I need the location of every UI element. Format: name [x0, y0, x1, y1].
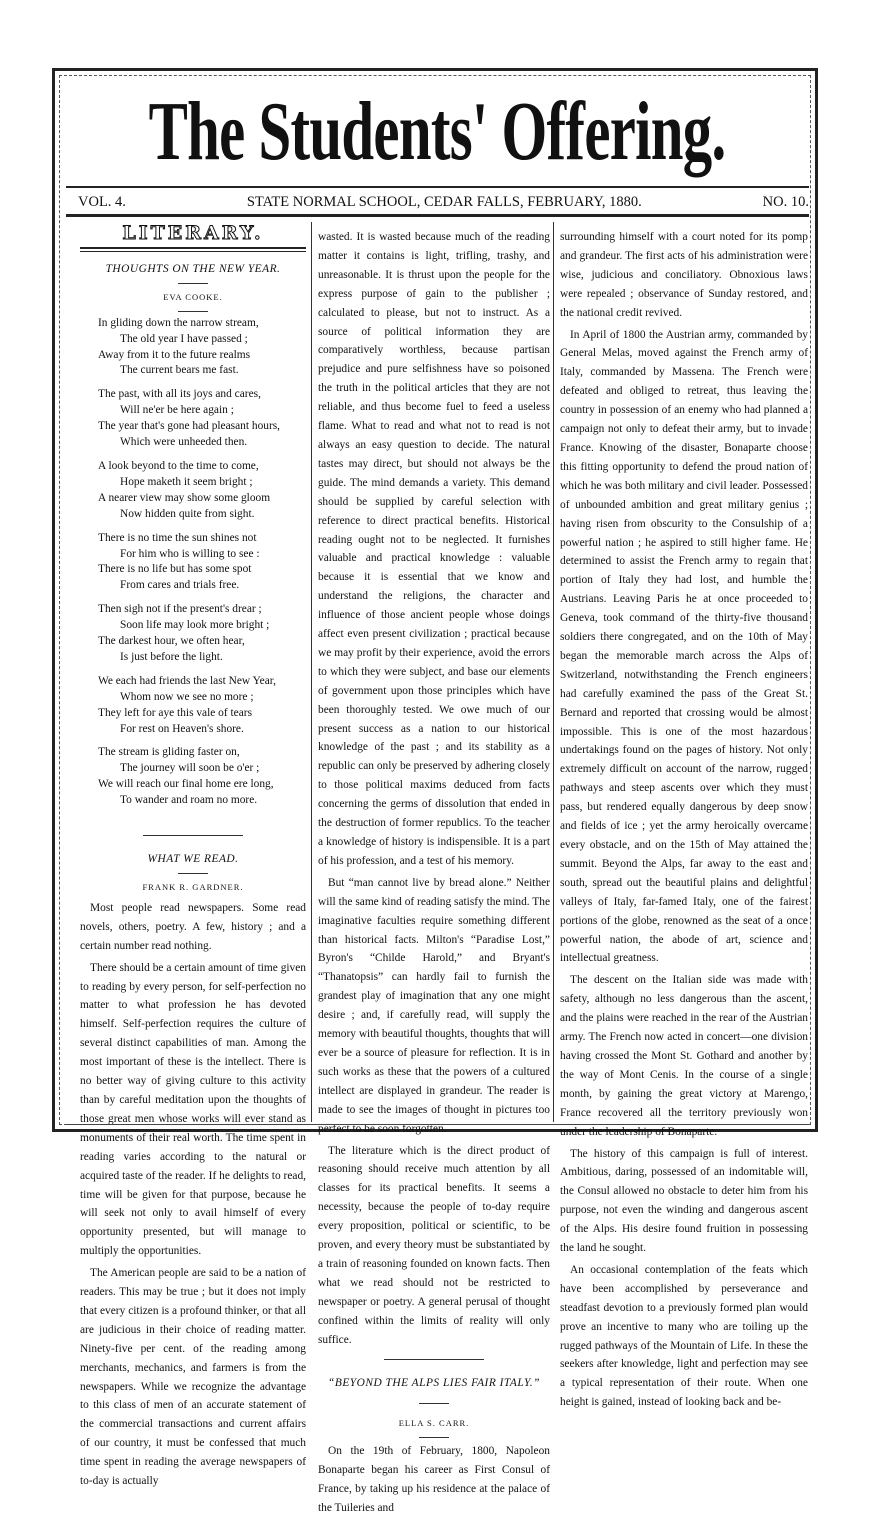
poem-line: For rest on Heaven's shore. — [120, 722, 244, 735]
article-author: FRANK R. GARDNER. — [142, 882, 244, 892]
paragraph: In April of 1800 the Austrian army, commanded by General Melas, moved against the French army of Italy, commanded by Massena. The French were defeated and obliged to retreat, thus leaving the country in possession of an enemy who had planned a campaign not only to defeat their army, but to invade France. Knowing of the disaster, Bonaparte choose this fitting opportunity to defend the proud nation of which he was both military and civil leader. Possessed of unbounded ambition and great military genius ; having risen from obscurity to the Consulship of a powerful nation ; he aspired to still higher fame. He determined to assist the French army to regain that portion of Italy they had lost, and humble the Austrians. Leaving Paris he at once proceeded to Geneva, took command of the thirty-five thousand soldiers there congregated, and on the 10th of May began the memorable march across the Alps of Switzerland, notwithstanding the French engineers had carefully examined the pass of the Great St. Bernard and reported that crossing would be almost impossible. This is one of the most hazardous undertakings found on the pages of history. Not only extremely difficult on account of the narrow, rugged pathways and steep ascents over which they must pass, but rendered equally dangerous by deep snow and fields of ice ; yet the army heroically overcame every obstacle, and on the 15th of May attained the summit. Beyond the Alps, far away to the east and south, spread out the beautiful plains and delightful valleys of Italy, far-famed Italy, one of the fairest portions of the globe, renowned as the seat of a once powerful nation, the abode of art, science and intellectual greatness. — [560, 328, 808, 965]
poem-stanza — [98, 387, 306, 451]
poem-line: Away from it to the future realms — [98, 348, 251, 361]
article-title: “BEYOND THE ALPS LIES FAIR ITALY.” — [328, 1377, 540, 1390]
poem-line: For him who is willing to see : — [120, 547, 260, 560]
bottom-rule — [66, 1124, 809, 1125]
divider — [419, 1437, 449, 1438]
poem-line: The past, with all its joys and cares, — [98, 388, 261, 401]
poem-line: In gliding down the narrow stream, — [98, 316, 259, 329]
paragraph: There should be a certain amount of time given to reading by every person, for self-perfection no matter to what profession he has devoted himself. Self-perfection requires the culture of several distinct capabilities of man. Among the most important of these is the intellect. There is no better way of giving culture to this activity than by careful meditation upon the thoughts of those great men whose works will ever stand as monuments of their real worth. The time spent in reading varies according to the natural or acquired taste of the reader. If he delights to read, time will be given for that purpose, because he will seek not only to avail himself of every opportunity presented, but will manage to multiply the opportunities. — [80, 961, 306, 1258]
poem-line: We each had friends the last New Year, — [98, 674, 276, 687]
divider — [419, 1403, 449, 1404]
poem-stanza — [98, 674, 306, 738]
paragraph: The American people are said to be a nation of readers. This may be true ; but it does not imply that every citizen is a profound thinker, or that all are judicious in their choice of reading matter. Ninety-five per cent. of the reading among merchants, mechanics, and farmers is from the newspapers. While we recognize the advantage to this class of men of an accurate statement of the commercial transactions and current affairs of our country, it must be confessed that much time spent in reading the average newspapers of to-day is actually — [80, 1267, 306, 1488]
poem-line: Now hidden quite from sight. — [120, 507, 255, 520]
paragraph: The descent on the Italian side was made with safety, although no less dangerous than the ascent, and the plains were reached in the rear of the Austrian army. The French now acted in concert—one division having crossed the Mont St. Gothard and another by the way of Mont Cenis. In the course of a single month, by gaining the great victory at Marengo, France recovered all the territory previously won under the leadership of Bonaparte. — [560, 974, 808, 1138]
poem-line: Then sigh not if the present's drear ; — [98, 603, 262, 616]
poem-line: The year that's gone had pleasant hours, — [98, 420, 281, 433]
divider — [384, 1359, 484, 1360]
poem-line: Hope maketh it seem bright ; — [120, 475, 253, 488]
poem-line: The stream is gliding faster on, — [98, 746, 240, 759]
poem-line: From cares and trials free. — [120, 579, 240, 592]
section-rule — [80, 247, 306, 252]
poem-line: The journey will soon be o'er ; — [120, 762, 260, 775]
poem-stanza — [98, 602, 306, 666]
dateline-rule — [66, 214, 809, 217]
poem-author: EVA COOKE. — [163, 291, 223, 302]
poem-line: They left for aye this vale of tears — [98, 706, 253, 719]
poem-line: To wander and roam no more. — [120, 794, 258, 807]
column-1 — [80, 222, 306, 1494]
divider — [143, 835, 243, 836]
poem-line: The current bears me fast. — [120, 364, 239, 377]
paragraph: The history of this campaign is full of interest. Ambitious, daring, possessed of an indomitable will, the Consul allowed no obstacle to deter him from his purpose, not even the winding and dangerous ascent of the Alps. His desire found fruition in possessing the land he sought. — [560, 1147, 808, 1255]
paragraph: But “man cannot live by bread alone.” Neither will the same kind of reading satisfy the mind. The imaginative faculties require something different than historical facts. Milton's “Paradise Lost,” Byron's “Childe Harold,” and Bryant's “Thanatopsis” can hardly fail to furnish the grandest play of imagination that any one might desire ; and, if carefully read, will supply the memory with beautiful thoughts, thoughts that will ever be a source of pleasure for reflection. It is in such works as these that the powers of a cultured intellect are displayed in grandeur. The reader is made to see the images of thought in pictures too perfect to be soon forgotten. — [318, 876, 550, 1135]
poem-line: Soon life may look more bright ; — [120, 619, 270, 632]
column-divider — [553, 222, 554, 1122]
poem-stanza — [98, 531, 306, 595]
paragraph: An occasional contemplation of the feats which have been accomplished by perseverance and steadfast devotion to a previously formed plan would prove an incentive to many who are toiling up the rugged pathways of the Mountain of Life. In these the seekers after knowledge, light and perfection may see a typical representation of their route. When one height is gained, instead of looking back and be- — [560, 1263, 808, 1409]
poem-title: THOUGHTS ON THE NEW YEAR. — [105, 262, 281, 275]
article-body-continued — [318, 228, 550, 1349]
section-heading: LITERARY. — [122, 222, 264, 244]
masthead-rule — [66, 186, 809, 188]
article-body-continued — [560, 228, 808, 1412]
article-body — [80, 899, 306, 1491]
column-2 — [318, 228, 550, 1521]
paragraph: Most people read newspapers. Some read novels, others, poetry. A few, history ; and a certain number read nothing. — [80, 901, 306, 952]
paragraph: wasted. It is wasted because much of the reading matter it contains is light, trifling, trashy, and unreasonable. It is thrust upon the people for the express purpose of gain to the publisher ; calculated to please, but not to instruct. As a source of political information they are comparatively worthless, because partisan prejudice and pure selfishness have so poisoned the truth in the political articles that they are not reliable, and thus become fuel to feed a useless flame. What to read and what not to read is not always an easy question to decide. The natural tastes may direct, but should not always be the guide. The mind demands a variety. This demand should be supplied by careful selection with reference to direct practical benefits. Historical reading ought not to be neglected. It furnishes valuable and practical knowledge : valuable because it is essential that we know and understand the religions, the character and influence of those ancient people whose doings affect even present civilization ; practical because we may profit by their experience, avoid the errors to which they were subject, and base our elements of government upon those principles which have been thoroughly tested. We owe much of our present success as a nation to our historical knowledge of the past ; and its stability as a republic can only be preserved by adhering closely to those political maxims deduced from facts concerning the germs of dissolution that ended in the destruction of former republics. To the teacher a knowledge of history is indispensible. It is a part of his profession, and a test of his memory. — [318, 231, 550, 867]
article-body — [318, 1442, 550, 1518]
newspaper-title: The Students' Offering. — [149, 85, 726, 178]
divider — [178, 873, 208, 874]
masthead — [0, 82, 875, 182]
poem-line: Is just before the light. — [120, 650, 223, 663]
poem-line: There is no life but has some spot — [98, 563, 252, 576]
divider — [178, 311, 208, 312]
article-title: WHAT WE READ. — [147, 853, 239, 866]
poem-line: Which were unheeded then. — [120, 436, 248, 449]
volume: VOL. 4. — [78, 193, 126, 210]
poem-stanza — [98, 745, 306, 809]
poem-line: The darkest hour, we often hear, — [98, 635, 245, 648]
poem-stanza — [98, 459, 306, 523]
poem-line: There is no time the sun shines not — [98, 531, 257, 544]
poem-line: The old year I have passed ; — [120, 332, 248, 345]
paragraph: The literature which is the direct product of reasoning should receive much attention by all classes for its practical benefits. It seems a necessity, because the people of to-day require every proposition, political or scientific, to be proven, and every theory must be substantiated by a train of reasoning founded on known facts. Then what we read should not be restricted to newspaper or poetry. A general perusal of thought confined within the limits of reality will only suffice. — [318, 1144, 550, 1346]
column-divider — [311, 222, 312, 1122]
paragraph: On the 19th of February, 1800, Napoleon Bonaparte began his career as First Consul of France, by taking up his residence at the palace of the Tuileries and — [318, 1445, 550, 1514]
poem-line: A nearer view may show some gloom — [98, 491, 271, 504]
column-3 — [560, 228, 808, 1415]
paragraph: surrounding himself with a court noted for its pomp and grandeur. The first acts of his administration were wise, judicious and conciliatory. Obnoxious laws were repealed ; observance of Sunday restored, and the national credit revived. — [560, 231, 808, 319]
dateline-bar — [78, 192, 809, 212]
divider — [178, 283, 208, 284]
poem-line: Will ne'er be here again ; — [120, 404, 234, 417]
poem-line: A look beyond to the time to come, — [98, 459, 259, 472]
dateline: STATE NORMAL SCHOOL, CEDAR FALLS, FEBRUARY, 1880. — [246, 193, 642, 210]
article-author: ELLA S. CARR. — [398, 1418, 470, 1429]
poem-stanza — [98, 316, 306, 380]
issue-number: NO. 10. — [762, 193, 809, 210]
poem-line: Whom now we see no more ; — [120, 690, 254, 703]
poem-line: We will reach our final home ere long, — [98, 778, 274, 791]
poem-body — [80, 316, 306, 809]
